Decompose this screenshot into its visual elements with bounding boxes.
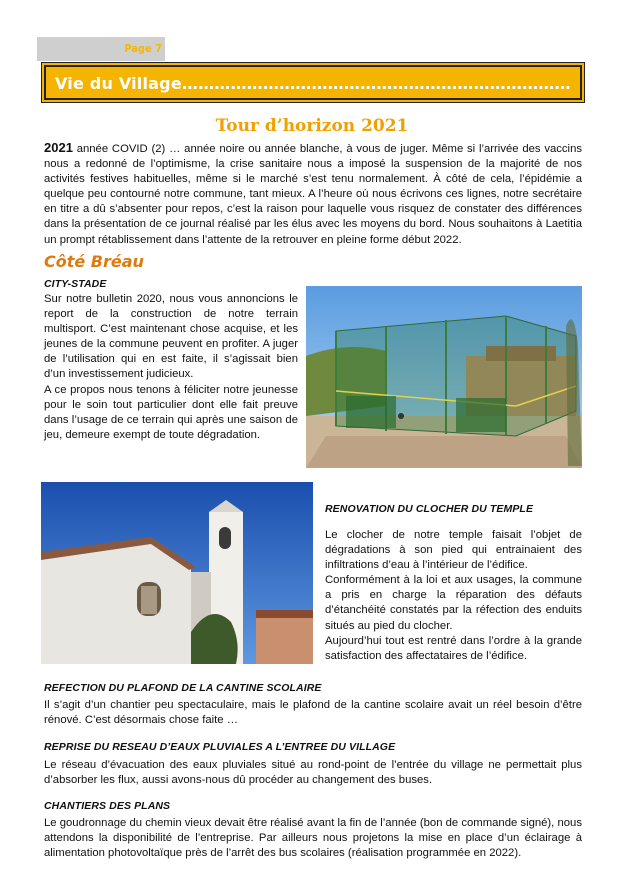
page-number-tab	[37, 37, 165, 61]
cantine-heading: REFECTION DU PLAFOND DE LA CANTINE SCOLAIRE	[44, 682, 322, 694]
pluviales-text: Le réseau d’évacuation des eaux pluviales situé au rond-point de l’entrée du village ne permettait plus d’absorber les flux, aussi avons-nous dû procéder au changement des buses.	[44, 759, 582, 787]
article-title: Tour d’horizon 2021	[215, 116, 409, 136]
banner-title: Vie du Village………………………………………………………………	[55, 74, 571, 93]
plans-heading: CHANTIERS DES PLANS	[44, 800, 171, 812]
pluviales-heading: REPRISE DU RESEAU D’EAUX PLUVIALES A L’ENTREE DU VILLAGE	[44, 741, 396, 753]
clocher-text: Le clocher de notre temple faisait l’objet de dégradations à son pied qui entrainaient des infiltrations d’eau à l’intérieur de l’édifice. Conformément à la loi et aux usages, la commune a pris en charge la réparation des défauts d’étanchéité constatés par la réfection des enduits situés au pied du clocher. Aujourd’hui tout est rentré dans l’ordre à la grande satisfaction des affectataires de l’édifice.	[325, 529, 582, 662]
plans-text: Le goudronnage du chemin vieux devait être réalisé avant la fin de l’année (bon de commande signé), nous attendons la disponibilité de l’entreprise. Par ailleurs nous projetons la mise en place d’un éclairage à alimentation photovoltaïque près de l’arrêt des bus scolaires (réalisation programmée en 2022).	[44, 817, 582, 860]
section-banner	[44, 65, 582, 100]
city-stade-heading: CITY-STADE	[44, 278, 107, 290]
intro-text: année COVID (2) … année noire ou année blanche, à vous de juger. Même si l’arrivée des vaccins nous a redonné de l’optimisme, la crise sanitaire nous a imposé la suspension de la majorité de nos activités festives habituelles, même si le marché s’est tenu normalement. À côté de cela, l’épidémie a quelque peu contourné notre commune, tant mieux. A l’heure où nous écrivons ces lignes, notre secrétaire en titre a dû s’absenter pour repos, c’est la raison pour laquelle vous risquez de constater des différences dans la présentation de ce journal réalisé par les élus avec les moyens du bord. Nous souhaitons à Laetitia un prompt rétablissement dans l’attente de la retrouver en pleine forme début 2022.	[44, 143, 582, 246]
city-stade-photo	[306, 286, 582, 468]
section-title: Côté Bréau	[44, 252, 144, 271]
temple-photo	[41, 482, 313, 664]
city-stade-text: Sur notre bulletin 2020, nous vous annoncions le report de la construction de notre terrain multisport. C’est maintenant chose acquise, et les jeunes de la commune peuvent en profiter. A juger de l’utilisation qui en est faite, il s’agissait bien d’un investissement judicieux. A ce propos nous tenons à féliciter notre jeunesse pour le soin tout particulier dont elle fait preuve dans l’usage de ce terrain qui après une saison de jeu, demeure exempt de toute dégradation.	[44, 293, 298, 441]
page-number: Page 7	[124, 42, 162, 55]
intro-paragraph	[44, 140, 582, 248]
cantine-text: Il s’agit d’un chantier peu spectaculaire, mais le plafond de la cantine scolaire avait un réel besoin d’être rénové. C’est désormais chose faite …	[44, 699, 582, 727]
clocher-heading: RENOVATION DU CLOCHER DU TEMPLE	[325, 503, 534, 515]
intro-year: 2021	[44, 140, 73, 155]
